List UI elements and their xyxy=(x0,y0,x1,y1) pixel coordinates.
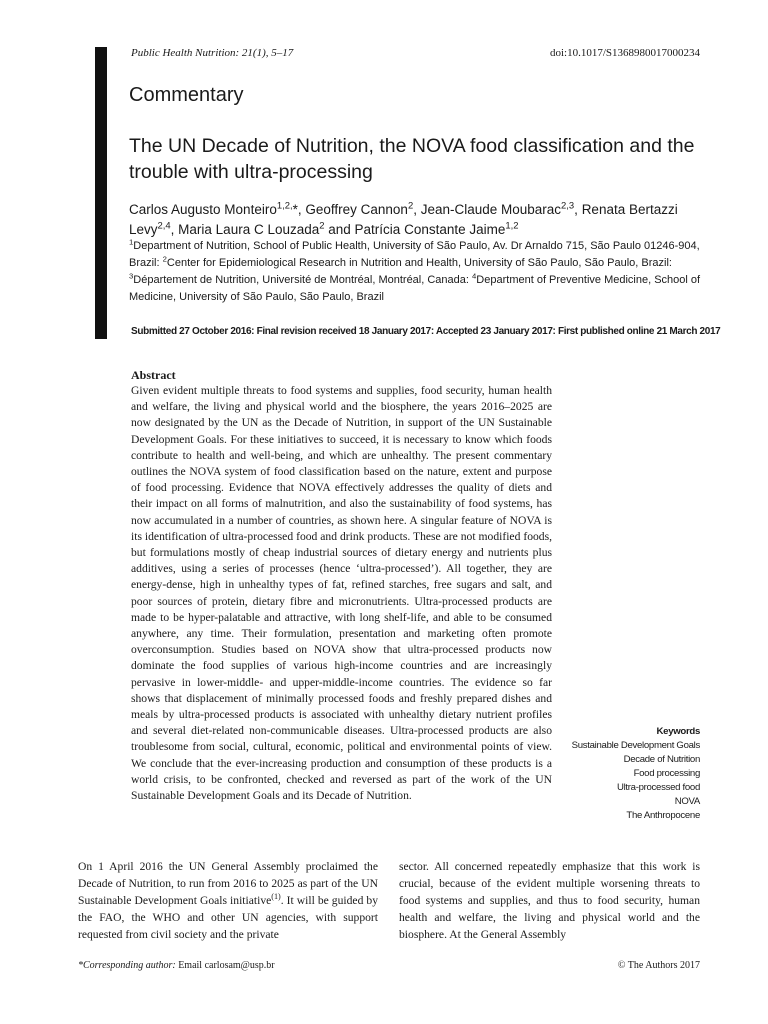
author-list xyxy=(129,200,709,240)
article-title: The UN Decade of Nutrition, the NOVA food classification and the trouble with ultra-processing xyxy=(129,135,695,183)
keyword: Ultra-processed food xyxy=(616,782,700,793)
doi-link[interactable]: doi:10.1017/S1368980017000234 xyxy=(549,47,700,59)
keywords-block xyxy=(572,725,700,823)
abstract-text: Given evident multiple threats to food systems and supplies, food security, human health and welfare, the living and physical world and the biosphere, the years 2016–2025 are now designated by the UN as the Decade of Nutrition, in support of the UN Sustainable Development Goals. For these initiatives to succeed, it is necessary to know which foods contribute to health and well-being, and which are unhealthy. The present commentary outlines the NOVA system of food classification based on the nature, extent and purpose of food processing. Evidence that NOVA effectively addresses the quality of diets and their impact on all forms of malnutrition, and also the sustainability of food systems, has now accumulated in a number of countries, as shown here. A singular feature of NOVA is its identification of ultra-processed food and drink products. These are not modified foods, but formulations mostly of cheap industrial sources of dietary energy and nutrients plus additives, using a series of processes (hence ‘ultra-processed’). All together, they are energy-dense, high in unhealthy types of fat, refined starches, free sugars and salt, and poor sources of protein, dietary fibre and micronutrients. Ultra-processed products are made to be hyper-palatable and attractive, with long shelf-life, and able to be consumed anywhere, any time. Their formulation, presentation and marketing often promote overconsumption. Studies based on NOVA show that ultra-processed products now dominate the food supplies of various high-income countries and are increasingly pervasive in lower-middle- and upper-middle-income countries. The evidence so far shows that displacement of minimally processed foods and freshly prepared dishes and meals by ultra-processed products is associated with unhealthy dietary nutrient profiles and several diet-related non-communicable diseases. Ultra-processed products are also troublesome from social, cultural, economic, political and environmental points of view. We conclude that the ever-increasing production and consumption of these products is a world crisis, to be confronted, checked and reversed as part of the work of the UN Sustainable Development Goals and its Decade of Nutrition. xyxy=(131,384,552,803)
abstract-heading: Abstract xyxy=(131,368,176,382)
affiliations: $^1$Department of Nutrition, School of Public Health, University of São Paulo, Av. Dr Arnaldo 715, São Paulo 01246-904, Brazil: $^2$Center for Epidemiological Research in Nutrition and Health, University of São Paulo, São Paulo, Brazil: $^3$Département de Nutrition, Université de Montréal, Montréal, Canada: $^4$Department of Preventive Medicine, School of Medicine, University of São Paulo, São Paulo, Brazil xyxy=(129,237,701,303)
journal-citation: Public Health Nutrition: 21(1), 5–17 xyxy=(131,47,294,59)
copyright: © The Authors 2017 xyxy=(617,960,700,971)
keyword: The Anthropocene xyxy=(626,810,700,821)
author: Patrícia Constante Jaime$^{1,2}$ xyxy=(354,220,519,237)
submission-dates: Submitted 27 October 2016: Final revision received 18 January 2017: Accepted 23 January 2017: First published online 21 March 2017 xyxy=(131,326,721,337)
author: Maria Laura C Louzada$^2$ and xyxy=(178,220,355,237)
sidebar-bar xyxy=(95,47,107,339)
author: Carlos Augusto Monteiro$^{1,2,}$*, xyxy=(129,200,306,217)
body-column-right: sector. All concerned repeatedly emphasize that this work is crucial, because of the evident multiple worsening threats to food systems and supplies, and thus to food security, human health and welfare, the living and physical world and the biosphere. At the General Assembly xyxy=(399,860,700,941)
corresponding-author: *Corresponding author: Email carlosam@usp.br xyxy=(78,960,275,971)
keyword: Food processing xyxy=(633,768,700,779)
keyword: Sustainable Development Goals xyxy=(571,740,700,751)
reference-link[interactable]: (1) xyxy=(271,892,281,902)
keywords-heading: Keywords xyxy=(656,726,700,737)
body-column-left: On 1 April 2016 the UN General Assembly proclaimed the Decade of Nutrition, to run from 2016 to 2025 as part of the UN Sustainable Development Goals initiative$^{(1)}$. It will be guided by the FAO, the WHO and other UN agencies, with support requested from civil society and the private xyxy=(78,860,378,941)
section-label: Commentary xyxy=(129,84,244,106)
author: Jean-Claude Moubarac$^{2,3}$, xyxy=(420,200,582,217)
author: Renata Bertazzi Levy$^{2,4}$, xyxy=(129,202,678,237)
author: Geoffrey Cannon$^2$, xyxy=(305,200,421,217)
keyword: Decade of Nutrition xyxy=(623,754,700,765)
keyword: NOVA xyxy=(674,796,700,807)
